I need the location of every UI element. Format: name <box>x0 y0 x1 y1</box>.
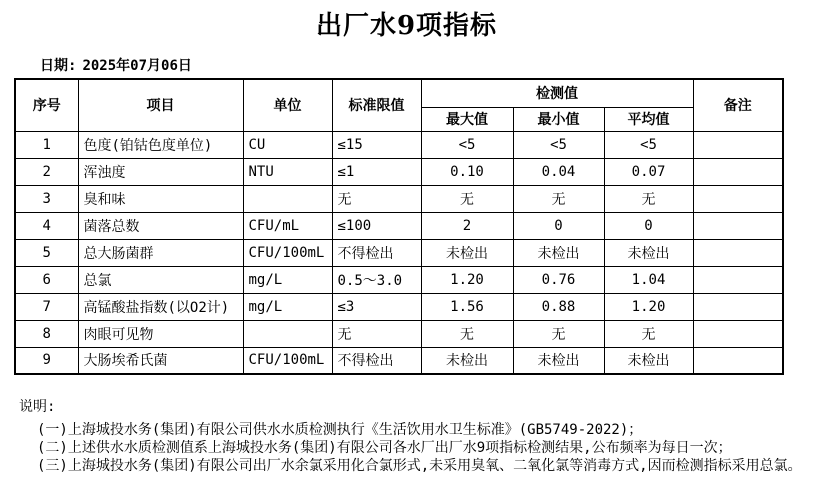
cell-unit <box>243 320 332 347</box>
cell-min: 无 <box>513 320 604 347</box>
header-limit: 标准限值 <box>332 79 421 131</box>
header-no: 序号 <box>15 79 78 131</box>
cell-min: 0.88 <box>513 293 604 320</box>
cell-unit: CU <box>243 131 332 158</box>
cell-no: 5 <box>15 239 78 266</box>
table-header <box>15 79 783 131</box>
cell-item: 大肠埃希氏菌 <box>78 347 243 374</box>
date-label: 日期: <box>40 58 77 74</box>
cell-no: 4 <box>15 212 78 239</box>
cell-limit: 无 <box>332 185 421 212</box>
cell-max: 0.10 <box>421 158 513 185</box>
notes-label: 说明: <box>19 399 56 415</box>
date-value: 2025年07月06日 <box>82 58 192 74</box>
cell-unit: CFU/mL <box>243 212 332 239</box>
cell-limit: 不得检出 <box>332 347 421 374</box>
cell-remark <box>693 158 783 185</box>
cell-no: 6 <box>15 266 78 293</box>
table-row <box>15 347 783 374</box>
cell-remark <box>693 293 783 320</box>
cell-unit: NTU <box>243 158 332 185</box>
cell-no: 2 <box>15 158 78 185</box>
cell-item: 色度(铂钴色度单位) <box>78 131 243 158</box>
header-avg: 平均值 <box>604 107 693 131</box>
header-unit: 单位 <box>243 79 332 131</box>
cell-avg: 无 <box>604 185 693 212</box>
table-body <box>15 131 783 374</box>
cell-no: 7 <box>15 293 78 320</box>
table-row <box>15 185 783 212</box>
notes <box>37 421 802 475</box>
table-row <box>15 239 783 266</box>
cell-no: 8 <box>15 320 78 347</box>
cell-min: 未检出 <box>513 239 604 266</box>
header-min: 最小值 <box>513 107 604 131</box>
table-row <box>15 158 783 185</box>
cell-unit: CFU/100mL <box>243 239 332 266</box>
table-row <box>15 266 783 293</box>
cell-max: 无 <box>421 320 513 347</box>
cell-no: 3 <box>15 185 78 212</box>
date-line <box>40 55 192 75</box>
cell-limit: ≤15 <box>332 131 421 158</box>
cell-remark <box>693 131 783 158</box>
cell-avg: <5 <box>604 131 693 158</box>
cell-max: 1.20 <box>421 266 513 293</box>
cell-item: 高锰酸盐指数(以O2计) <box>78 293 243 320</box>
cell-item: 臭和味 <box>78 185 243 212</box>
cell-unit: mg/L <box>243 293 332 320</box>
cell-max: 2 <box>421 212 513 239</box>
cell-item: 浑浊度 <box>78 158 243 185</box>
cell-item: 总大肠菌群 <box>78 239 243 266</box>
cell-min: 0.76 <box>513 266 604 293</box>
cell-avg: 无 <box>604 320 693 347</box>
cell-min: 无 <box>513 185 604 212</box>
cell-remark <box>693 266 783 293</box>
cell-max: 无 <box>421 185 513 212</box>
cell-no: 9 <box>15 347 78 374</box>
cell-avg: 0.07 <box>604 158 693 185</box>
table-row <box>15 320 783 347</box>
cell-limit: 不得检出 <box>332 239 421 266</box>
cell-remark <box>693 320 783 347</box>
header-item: 项目 <box>78 79 243 131</box>
cell-remark <box>693 212 783 239</box>
header-max: 最大值 <box>421 107 513 131</box>
cell-limit: ≤3 <box>332 293 421 320</box>
cell-remark <box>693 185 783 212</box>
cell-remark <box>693 347 783 374</box>
cell-unit: mg/L <box>243 266 332 293</box>
cell-limit: 无 <box>332 320 421 347</box>
cell-max: 1.56 <box>421 293 513 320</box>
cell-item: 总氯 <box>78 266 243 293</box>
header-remark: 备注 <box>693 79 783 131</box>
cell-item: 肉眼可见物 <box>78 320 243 347</box>
cell-min: 0.04 <box>513 158 604 185</box>
note-item: (二)上述供水水质检测值系上海城投水务(集团)有限公司各水厂出厂水9项指标检测结果,公布频率为每日一次； <box>37 440 732 456</box>
cell-avg: 1.04 <box>604 266 693 293</box>
cell-max: 未检出 <box>421 347 513 374</box>
table-row <box>15 131 783 158</box>
indicators-table <box>14 78 784 375</box>
cell-limit: 0.5～3.0 <box>332 266 421 293</box>
cell-remark <box>693 239 783 266</box>
cell-limit: ≤100 <box>332 212 421 239</box>
table-row <box>15 293 783 320</box>
cell-min: 0 <box>513 212 604 239</box>
cell-avg: 1.20 <box>604 293 693 320</box>
cell-item: 菌落总数 <box>78 212 243 239</box>
note-item: (三)上海城投水务(集团)有限公司出厂水余氯采用化合氯形式,未采用臭氧、二氧化氯等消毒方式,因而检测指标采用总氯。 <box>37 458 802 474</box>
header-detection: 检测值 <box>421 79 693 107</box>
cell-max: 未检出 <box>421 239 513 266</box>
page-title: 出厂水9项指标 <box>315 11 498 41</box>
cell-unit: CFU/100mL <box>243 347 332 374</box>
cell-avg: 未检出 <box>604 347 693 374</box>
cell-min: 未检出 <box>513 347 604 374</box>
table-row <box>15 212 783 239</box>
cell-avg: 未检出 <box>604 239 693 266</box>
cell-min: <5 <box>513 131 604 158</box>
cell-avg: 0 <box>604 212 693 239</box>
cell-max: <5 <box>421 131 513 158</box>
cell-no: 1 <box>15 131 78 158</box>
cell-limit: ≤1 <box>332 158 421 185</box>
cell-unit <box>243 185 332 212</box>
note-item: (一)上海城投水务(集团)有限公司供水水质检测执行《生活饮用水卫生标准》(GB5749-2022)； <box>37 422 643 438</box>
